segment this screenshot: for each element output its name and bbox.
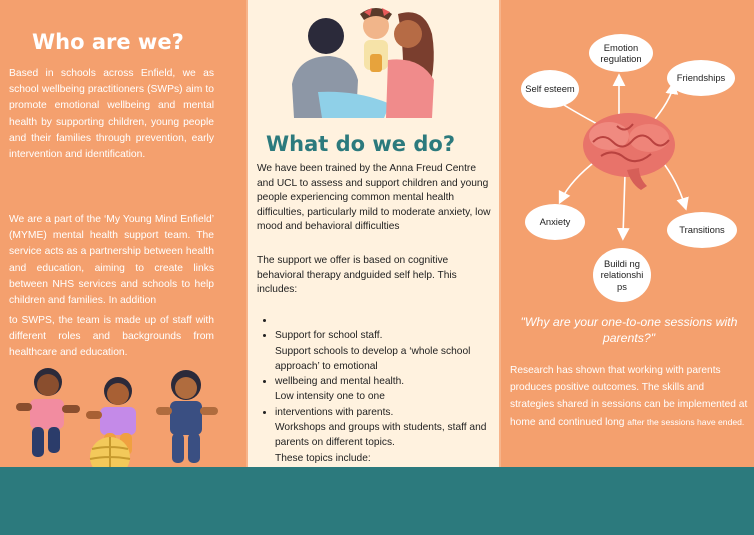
brain-icon: [583, 113, 675, 190]
right-panel: [501, 0, 754, 467]
family-hug-illustration: [248, 0, 501, 130]
left-panel: [0, 0, 248, 467]
list-item: • interventions with parents.: [275, 405, 501, 420]
list-item: These topics include:: [275, 452, 371, 464]
who-paragraph-2: We are a part of the ‘My Young Mind Enfield’ (MYME) mental health support team. The service acts as a partnership between health and education, aiming to create links between NHS services and schools to help children and families. In addition: [9, 214, 214, 307]
list-item: [275, 313, 501, 328]
list-item: • wellbeing and mental health.: [275, 374, 501, 389]
who-paragraph-3: to SWPS, the team is made up of staff with different roles and backgrounds from healthcare and education.: [9, 315, 214, 359]
research-tail: after the sessions have ended.: [627, 416, 745, 427]
who-paragraph-1: Based in schools across Enfield, we as school wellbeing practitioners (SWPs) aim to promote emotional wellbeing and mental health by supporting children, young people and their families through prevention, early intervention and identification.: [9, 68, 214, 161]
research-paragraph: [510, 362, 750, 431]
list-item: Low intensity one to one: [275, 391, 385, 403]
children-playing-illustration: [0, 327, 248, 467]
list-item: Support schools to develop a ‘whole school approach’ to emotional: [275, 345, 471, 372]
what-paragraph-1: We have been trained by the Anna Freud Centre and UCL to assess and support children and young people experiencing common mental health difficulties, particularly mild to moderate anxiety, low mood and behavioral difficulties: [257, 163, 491, 232]
cloud-transitions: Transitions: [669, 214, 735, 246]
cloud-building-relationships: Buildi ng relationshi ps: [595, 250, 649, 300]
what-paragraph-2: The support we offer is based on cognitive behavioral therapy andguided self help. This includes:: [257, 255, 457, 295]
research-text: Research has shown that working with parents produces positive outcomes. The skills and strategies shared in sessions can be implemented at home and continued long: [510, 365, 748, 428]
cloud-self-esteem: Self esteem: [523, 72, 577, 106]
cloud-anxiety: Anxiety: [527, 206, 583, 238]
what-do-we-do-heading: What do we do?: [266, 132, 455, 156]
cloud-emotion-regulation: Emotion regulation: [591, 36, 651, 70]
cloud-friendships: Friendships: [669, 62, 733, 94]
middle-panel: [248, 0, 501, 467]
list-item: Workshops and groups with students, staff and parents on different topics.: [275, 422, 487, 449]
who-are-we-heading: Who are we?: [32, 30, 184, 54]
question-quote: "Why are your one-to-one sessions with parents?": [520, 315, 738, 345]
footer-band: [0, 467, 754, 535]
list-item: • Support for school staff.: [275, 328, 501, 343]
services-list: [262, 313, 501, 466]
